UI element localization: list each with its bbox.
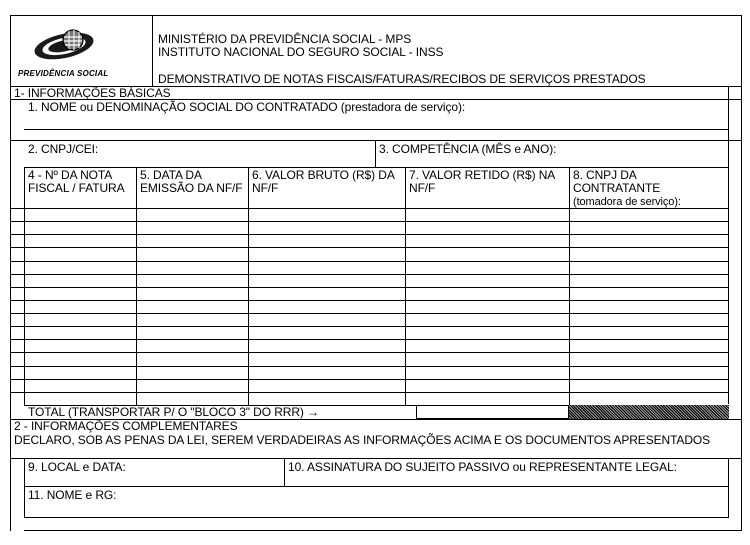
col8-header-l2: CONTRATANTE [573, 181, 661, 195]
field1-label: 1. NOME ou DENOMINAÇÃO SOCIAL DO CONTRATADO (prestadora de serviço): [28, 100, 466, 114]
table-row[interactable] [10, 392, 728, 393]
document-title: DEMONSTRATIVO DE NOTAS FISCAIS/FATURAS/RECIBOS DE SERVIÇOS PRESTADOS [158, 72, 646, 86]
table-row[interactable] [10, 326, 728, 327]
ministry-name: MINISTÉRIO DA PREVIDÊNCIA SOCIAL - MPS [158, 32, 412, 46]
table-right [728, 86, 729, 404]
field10-label: 10. ASSINATURA DO SUJEITO PASSIVO ou REPRESENTANTE LEGAL: [288, 460, 677, 474]
previdencia-logo [28, 26, 108, 66]
field11-label: 11. NOME e RG: [28, 488, 117, 502]
field2-3-divider [375, 140, 376, 167]
field2-label: 2. CNPJ/CEI: [28, 142, 99, 156]
col-divider-5 [136, 167, 137, 405]
header-divider [152, 15, 153, 86]
table-row[interactable] [10, 208, 728, 209]
table-row[interactable] [10, 221, 728, 222]
field2-input[interactable] [100, 141, 373, 166]
frame-right [741, 15, 742, 531]
table-row[interactable] [10, 274, 728, 275]
table-row[interactable] [10, 247, 728, 248]
frame-left [10, 15, 11, 531]
table-left [24, 167, 25, 405]
table-row[interactable] [10, 366, 728, 367]
declaration-text: DECLARO, SOB AS PENAS DA LEI, SEREM VERDADEIRAS AS INFORMAÇÕES ACIMA E OS DOCUMENTOS APRESENTADOS [14, 433, 711, 447]
col4-header-l2: FISCAL / FATURA [28, 181, 125, 195]
field11-bottom [24, 517, 728, 518]
col5-header-l2: EMISSÃO DA NF/F [140, 181, 243, 195]
total-label: TOTAL (TRANSPORTAR P/ O "BLOCO 3" DO RRR) → [28, 405, 319, 419]
frame-bottom [24, 530, 742, 531]
col6-header-l1: 6. VALOR BRUTO (R$) DA [252, 168, 395, 182]
total-value-6-7[interactable] [416, 405, 569, 419]
sec2-box-right [728, 458, 729, 518]
col5-header-l1: 5. DATA DA [140, 168, 202, 182]
institute-name: INSTITUTO NACIONAL DO SEGURO SOCIAL - INSS [158, 45, 444, 59]
col-divider-6 [248, 167, 249, 405]
col8-header-l3: (tomadora de serviço): [573, 196, 681, 208]
declaration-bottom [10, 458, 742, 459]
field3-input[interactable] [560, 141, 726, 166]
table-row[interactable] [10, 313, 728, 314]
field3-label: 3. COMPETÊNCIA (MÊS e ANO): [379, 142, 557, 156]
table-row[interactable] [10, 339, 728, 340]
col6-header-l2: NF/F [252, 181, 279, 195]
table-row[interactable] [10, 379, 728, 380]
col-divider-8 [569, 167, 570, 405]
frame-top [10, 15, 742, 16]
field9-input[interactable] [25, 474, 283, 486]
col-divider-7 [405, 167, 406, 405]
table-row[interactable] [10, 300, 728, 301]
field1-input[interactable] [24, 115, 727, 129]
section1-title: 1- INFORMAÇÕES BÁSICAS [14, 86, 171, 100]
col7-header-l2: NF/F [409, 181, 436, 195]
previdencia-logo-icon [28, 26, 108, 66]
field11-input[interactable] [25, 502, 727, 517]
logo-text: PREVIDÊNCIA SOCIAL [18, 69, 109, 78]
col8-header-l1: 8. CNPJ DA [573, 168, 637, 182]
field10-input[interactable] [285, 474, 727, 486]
section2-title: 2 - INFORMAÇÕES COMPLEMENTARES [14, 419, 238, 433]
table-row[interactable] [10, 287, 728, 288]
table-row[interactable] [10, 352, 728, 353]
total-hatched-cell [569, 405, 729, 419]
table-row[interactable] [10, 234, 728, 235]
field1-bottom [24, 129, 728, 130]
col7-header-l1: 7. VALOR RETIDO (R$) NA [409, 168, 556, 182]
col4-header-l1: 4 - Nº DA NOTA [28, 168, 113, 182]
field9-label: 9. LOCAL e DATA: [28, 460, 126, 474]
table-row[interactable] [10, 261, 728, 262]
fields910-bottom [24, 486, 728, 487]
